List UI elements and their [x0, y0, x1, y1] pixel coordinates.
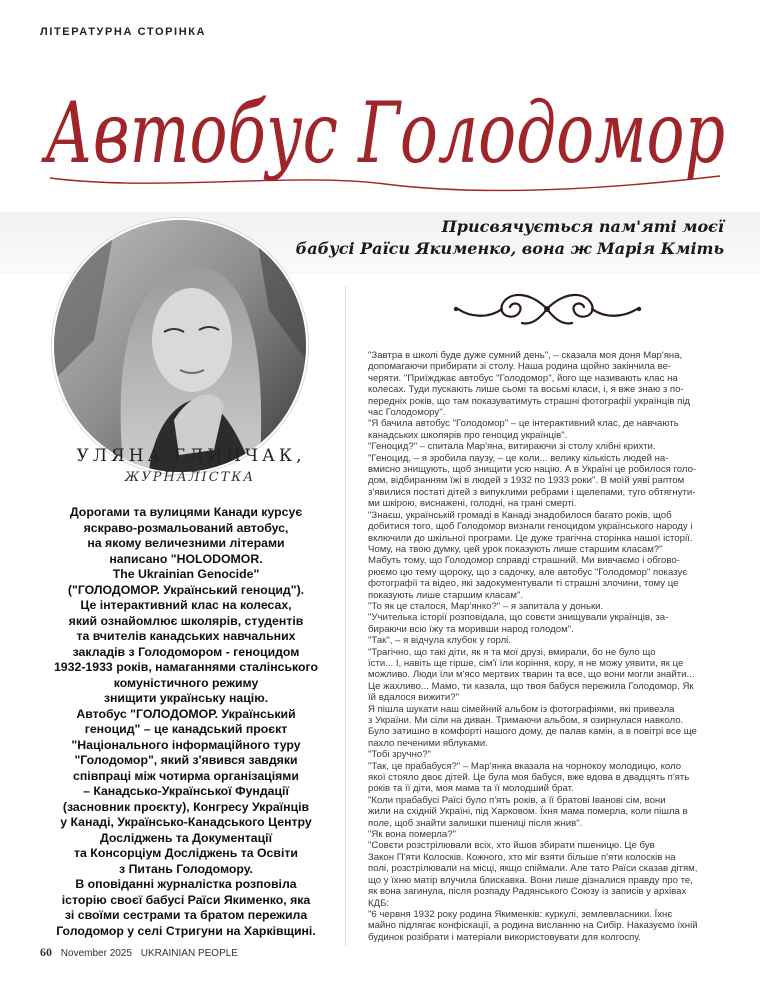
body-line: "Так, це прабабуся?" – Мар'янка вказала на чорнокоу молодицю, коло — [368, 760, 682, 772]
body-line: "То як це сталося, Мар'янко?" – я запитала у доньки. — [368, 600, 604, 612]
body-line: КДБ: — [368, 897, 390, 909]
body-line: з'явилися постаті дітей з випуклими ребрами і щелепами, туго обтягнути- — [368, 486, 696, 498]
body-line: можливо. Люди їли м'ясо мертвих тварин та все, що вони могли знайти... — [368, 669, 695, 681]
page-number: 60 — [40, 945, 52, 959]
body-line: дом, відбиранням їжі в людей з 1932 по 1933 роки". В моїй уяві раптом — [368, 475, 685, 487]
body-line: Я пішла шукати наш сімейний альбом із фотографіями, які привезла — [368, 703, 675, 715]
body-line: "Совєти розстрілювали всіх, хто йшов збирати пшеницю. Це був — [368, 840, 655, 852]
intro-line: яскраво-розмальований автобус, — [83, 520, 289, 535]
section-label: ЛІТЕРАТУРНА СТОРІНКА — [40, 26, 207, 38]
intro-line: співпраці між чотирма організаціями — [73, 768, 299, 783]
ornament-flourish — [450, 285, 645, 333]
intro-line: 1932-1933 років, намаганнями сталінського — [53, 660, 319, 674]
body-line: канадських школярів про геноцид українців". — [368, 429, 568, 441]
body-line: "Геноцид?" – спитала Мар'яна, витираючи зі столу хлібні крихти. — [368, 441, 656, 453]
body-line: Було затишно в комфорті нашого дому, де палав камін, а в повітрі все ще — [368, 726, 697, 738]
body-line: "Коли прабабусі Раїсі було п'ять років, а її братові Іванові сім, вони — [368, 794, 666, 806]
article-title — [40, 60, 730, 210]
intro-line: Досліджень та Документації — [99, 830, 273, 845]
article-title-text: Автобус Голодомор — [41, 84, 725, 182]
dedication — [294, 216, 724, 260]
body-line: Закон П'яти Колосків. Кожного, хто міг взяти більше п'яти колосків на — [368, 851, 676, 863]
intro-lead — [36, 505, 336, 939]
body-line: "Трагічно, що такі діти, як я та мої друзі, вмирали, бо не було що — [368, 646, 656, 658]
body-line: "Я бачила автобус "Голодомор" – це інтерактивний клас, де навчають — [368, 418, 679, 430]
intro-line: геноцид" – це канадський проєкт — [84, 722, 288, 736]
body-line: майно підлягає конфіскації, а родина висланню на Сибір. Наказуємо їхній — [368, 920, 698, 932]
intro-line: з Питань Голодомору. — [119, 861, 253, 876]
body-line: "Геноцид, – я зробила паузу, – це коли... велику кількість людей на- — [368, 452, 669, 464]
body-line: "Як вона померла?" — [368, 829, 456, 841]
author-role: ЖУРНАЛІСТКА — [124, 470, 256, 485]
body-line: допомагаючи прибирати зі столу. Наша родина щойно закінчила ве- — [368, 361, 672, 373]
body-line: вмисно знищують, щоб знищити усю націю. А в Україні це робилося голо- — [368, 464, 697, 476]
body-line: черяти. "Приїжджає автобус "Голодомор", його ще називають клас на — [368, 372, 678, 384]
magazine-name: UKRAINIAN PEOPLE — [140, 948, 238, 959]
intro-line: у Канаді, Українсько-Канадського Центру — [60, 815, 312, 829]
body-line: їсти... І, навіть ще гірше, сім'ї їли коріння, кору, я не можу уявити, як це — [368, 657, 684, 669]
intro-line: В оповіданні журналістка розповіла — [75, 877, 297, 891]
body-line: жили на східній Україні, під Харковом. Їхня мама померла, коли пішла в — [368, 806, 688, 818]
body-line: час Голодомору". — [368, 407, 446, 419]
dedication-line: бабусі Раїси Якименко, вона ж Марія Кміть — [295, 239, 724, 258]
intro-line: Це інтерактивний клас на колесах, — [80, 598, 292, 612]
intro-line: "Національного інформаційного туру — [71, 737, 301, 752]
intro-line: на якому величезними літерами — [87, 536, 285, 550]
body-line: Це жахливо... Мамо, ти казала, що твоя бабуся пережила Голодомор. Як — [368, 680, 694, 692]
body-line: показують лише старшим класам". — [368, 589, 524, 601]
intro-line: комуністичного режиму — [113, 675, 259, 690]
body-line: "Тобі зручно?" — [368, 749, 431, 761]
body-line: поле, щоб знайти залишки пшениці після жнив". — [368, 817, 583, 829]
body-line: Мабуть тому, що Голодомор справді страшний. Ми вивчаємо і обгово- — [368, 555, 680, 567]
body-line: рюємо цю тему щороку, що з садочку, але автобус "Голодомор" показує — [368, 566, 688, 578]
body-line: "Учителька історії розповідала, що совєти знищували українців, за- — [368, 612, 669, 624]
body-line: років та її діти, моя мама та її молодший брат. — [368, 783, 574, 795]
body-line: "6 червня 1932 року родина Якименків: куркулі, землевласники. Їхнє — [368, 908, 673, 920]
body-line: з України. Ми сіли на диван. Тримаючи альбом, я озирнулася навколо. — [368, 715, 684, 726]
intro-line: закладів з Голодомором - геноцидом — [72, 644, 300, 659]
dedication-line: Присвячується пам'яті моєї — [441, 217, 724, 236]
intro-line: Голодомор у селі Стригуни на Харківщині. — [56, 923, 316, 938]
column-divider — [345, 286, 346, 946]
author-photo — [52, 218, 308, 474]
body-line: "Знаєш, українській громаді в Канаді знадобилося багато років, щоб — [368, 509, 672, 521]
intro-line: The Ukrainian Genocide" — [112, 567, 260, 581]
body-line: бираючи всю їжу та моривши народ голодом". — [368, 623, 574, 635]
intro-line: Дорогами та вулицями Канади курсує — [69, 505, 303, 519]
article-body — [368, 350, 728, 943]
intro-line: та Консорціум Досліджень та Освіти — [74, 846, 298, 860]
body-line: Чому, на твою думку, цей урок показують лише старшим класам?" — [368, 543, 663, 555]
body-line: що у їхню матір влучила блискавка. Вони лише дізналися правду про те, — [368, 874, 693, 886]
intro-line: написано "HOLODOMOR. — [109, 551, 263, 566]
body-line: ми шкірою, виснажені, голодні, на грані смерті. — [368, 498, 577, 510]
body-line: включили до шкільної програми. Це дуже трагічна сторінка нашої історії. — [368, 532, 693, 544]
intro-line: "Голодомор", який з'явився завдяки — [74, 753, 298, 767]
intro-line: та вчителів канадських навчальних — [76, 629, 296, 643]
body-line: добитися того, щоб Голодомор визнали геноцидом українського народу і — [368, 521, 693, 533]
body-line: передніх років, що там показуватимуть страшні фотографії українців під — [368, 395, 691, 407]
body-line: "Завтра в школі буде дуже сумний день", – сказала моя доня Мар'яна, — [368, 350, 683, 361]
body-line: як вона загинула, після розпаду Радянського Союзу із записів у архівах — [368, 886, 687, 898]
body-line: полі, розстрілювали на місці, якщо спіймали. Але тато Раїси сказав дітям, — [368, 863, 698, 875]
issue-date: November 2025 — [60, 948, 132, 959]
intro-line: який ознайомлює школярів, студентів — [68, 613, 304, 628]
intro-line: – Канадсько-Української Фундації — [83, 784, 289, 798]
body-line: якої стояло двоє дітей. Це була моя бабуся, вже вдова в двадцять п'ять — [368, 772, 690, 784]
body-line: колесах. Туди пускають лише сьомі та восьмі класи, і, я вже знаю з по- — [368, 384, 684, 396]
intro-line: історію своєї бабусі Раїси Якименко, яка — [61, 892, 311, 907]
body-line: пахло печеними яблуками. — [368, 737, 488, 749]
body-line: фотографії та відео, які задокументували ті страшні злочини, тому це — [368, 578, 679, 590]
intro-line: Автобус "ГОЛОДОМОР. Український — [76, 706, 296, 721]
author-name: УЛЯНА ГЛИНЧАК, — [76, 446, 306, 466]
intro-line: зі своїми сестрами та братом пережила — [64, 908, 308, 922]
page-footer — [40, 945, 238, 960]
body-line: "Так", – я відчула клубок у горлі. — [368, 635, 511, 647]
body-line: будинок розібрати і матеріали використовувати для колгоспу. — [368, 931, 641, 943]
body-line: їй вдалося вижити?" — [368, 692, 460, 704]
intro-line: ("ГОЛОДОМОР. Український геноцид"). — [67, 582, 305, 597]
intro-line: (засновник проєкту), Конгресу Українців — [62, 799, 310, 814]
intro-line: знищити українську націю. — [103, 691, 269, 705]
